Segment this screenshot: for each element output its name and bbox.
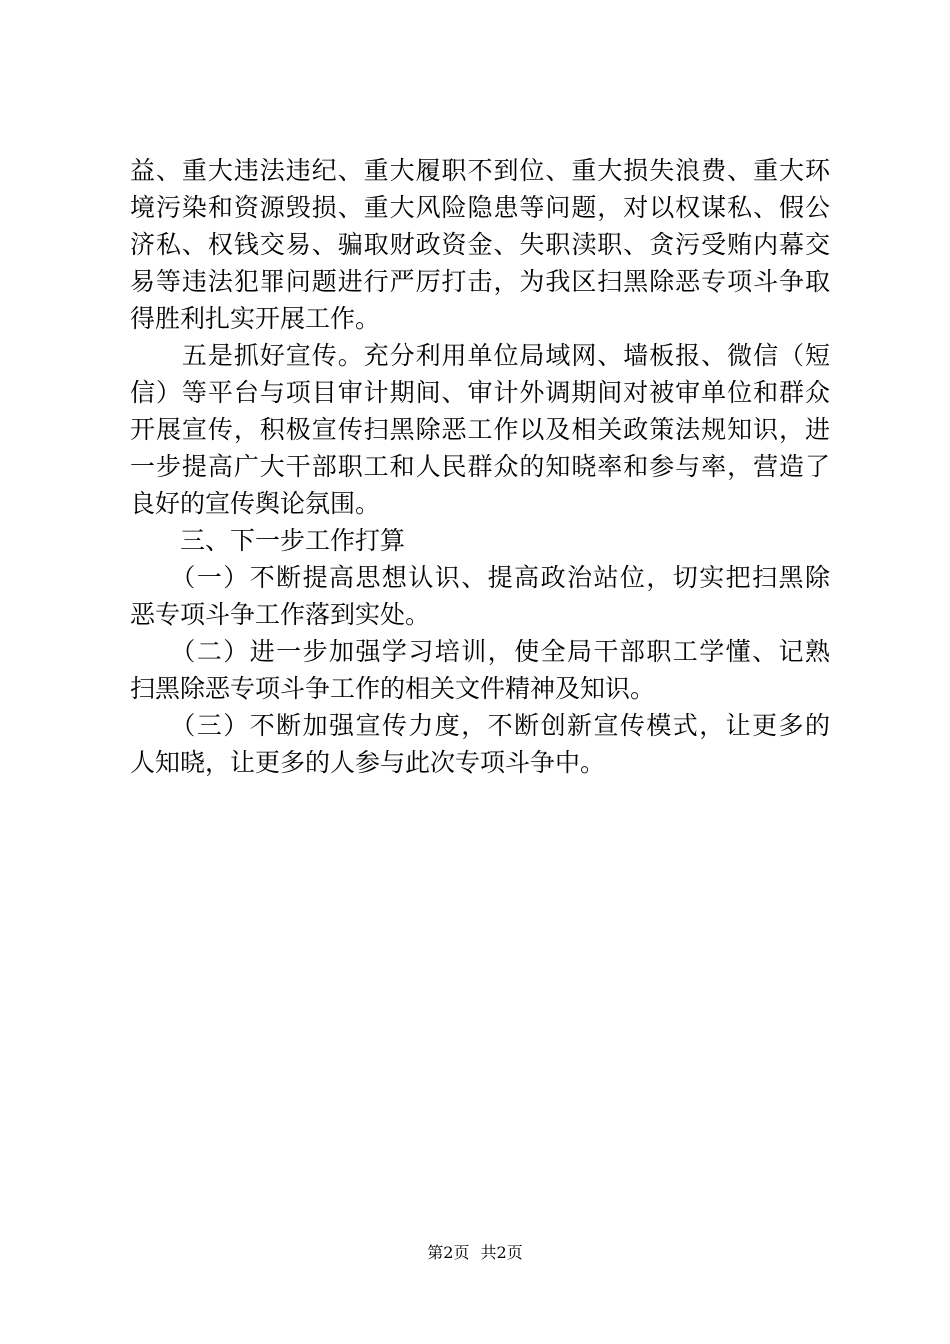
body-line: 益、重大违法违纪、重大履职不到位、重大损失浪费、重大环 [130, 156, 830, 185]
document-body [130, 152, 830, 781]
page-number: 第2页 [427, 1243, 470, 1262]
body-line: （三）不断加强宣传力度，不断创新宣传模式，让更多的 [130, 711, 830, 740]
body-line: 易等违法犯罪问题进行严厉打击，为我区扫黑除恶专项斗争取 [130, 267, 830, 296]
page-footer [0, 1243, 950, 1263]
body-line: 一步提高广大干部职工和人民群众的知晓率和参与率，营造了 [130, 452, 830, 481]
body-line: 信）等平台与项目审计期间、审计外调期间对被审单位和群众 [130, 378, 830, 407]
body-line: 开展宣传，积极宣传扫黑除恶工作以及相关政策法规知识，进 [130, 415, 830, 444]
section-heading: 三、下一步工作打算 [130, 526, 406, 555]
body-line: 扫黑除恶专项斗争工作的相关文件精神及知识。 [130, 674, 656, 703]
body-line: 良好的宣传舆论氛围。 [130, 489, 381, 518]
body-line: 济私、权钱交易、骗取财政资金、失职渎职、贪污受贿内幕交 [130, 230, 830, 259]
page-total: 共2页 [480, 1243, 523, 1262]
body-line: 五是抓好宣传。充分利用单位局域网、墙板报、微信（短 [130, 341, 830, 370]
body-line: （一）不断提高思想认识、提高政治站位，切实把扫黑除 [130, 563, 830, 592]
body-line: 人知晓，让更多的人参与此次专项斗争中。 [130, 748, 606, 777]
body-line: （二）进一步加强学习培训，使全局干部职工学懂、记熟 [130, 637, 830, 666]
body-line: 境污染和资源毁损、重大风险隐患等问题，对以权谋私、假公 [130, 193, 830, 222]
body-line: 恶专项斗争工作落到实处。 [130, 600, 431, 629]
body-line: 得胜利扎实开展工作。 [130, 304, 381, 333]
